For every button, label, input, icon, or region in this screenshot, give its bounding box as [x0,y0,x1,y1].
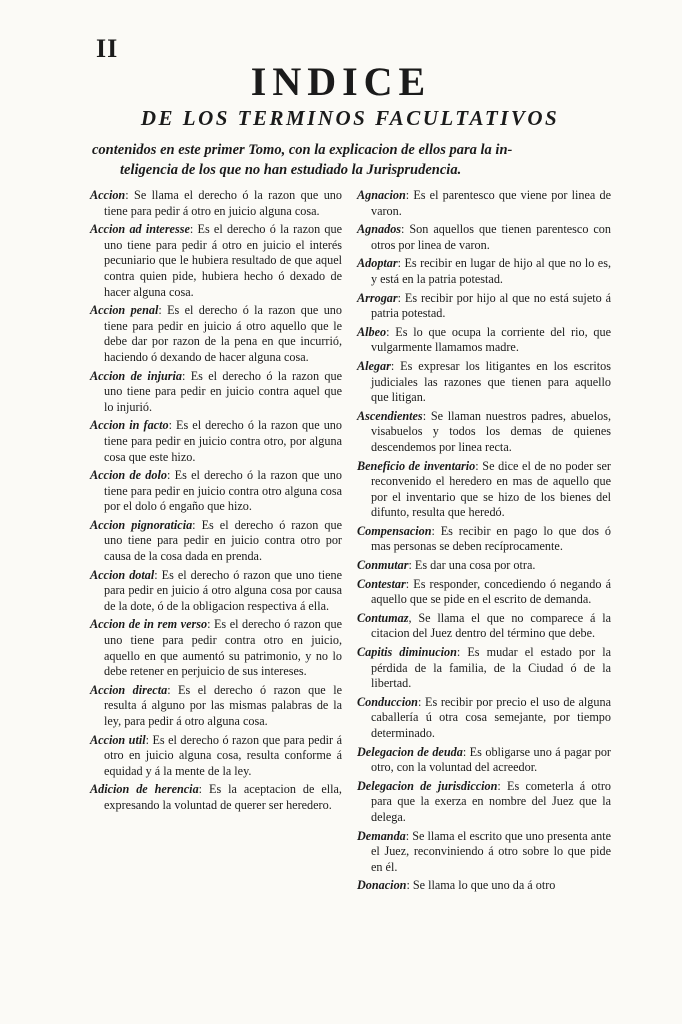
glossary-term: Donacion [357,878,407,893]
glossary-term: Accion pignoraticia [90,517,193,532]
glossary-entry [90,369,342,416]
glossary-definition: , Se llama el que no comparece á la citacion del Juez dentro del término que debe. [371,610,611,641]
glossary-entry [357,222,611,253]
index-intro [92,140,612,180]
index-title: INDICE [250,59,432,104]
glossary-term: Accion ad interesse [90,222,190,237]
glossary-definition: : Es obligarse uno á pagar por otro, con la voluntad del acreedor. [371,744,611,775]
glossary-entry [357,256,611,287]
intro-line-1: contenidos en este primer Tomo, con la explicacion de ellos para la in- [92,142,513,158]
glossary-entry [90,617,342,679]
glossary-term: Ascendientes [357,408,423,423]
glossary-definition: : Es el derecho ó razon que le resulta á alguno por las mismas palabras de la ley, para pedir á otro alguna cosa. [104,682,342,728]
glossary-entry [90,188,342,219]
glossary-definition: : Se llama lo que uno da á otro [406,878,556,893]
glossary-definition: : Es el derecho ó razon que para pedir á otro en juicio alguna cosa, resulta conforme á equidad y á la mente de la ley. [104,732,342,778]
glossary-entry [357,695,611,742]
glossary-definition: : Es recibir por precio el uso de alguna caballería ú otra cosa semejante, por tiempo determinado. [371,694,611,740]
glossary-term: Delegacion de deuda [357,744,463,759]
glossary-term: Beneficio de inventario [357,458,476,473]
glossary-term: Demanda [357,828,406,843]
glossary-definition: : Es el derecho ó la razon que uno tiene para pedir en juicio contra otro alguna cosa por el dolo ó engaño que hizo. [104,468,342,514]
glossary-entry [357,829,611,876]
glossary-entry [90,468,342,515]
glossary-definition: : Se llaman nuestros padres, abuelos, visabuelos y todos los demas de quienes descendemos por linea recta. [371,408,611,454]
glossary-term: Accion in facto [90,418,169,433]
glossary-term: Accion de injuria [90,368,182,383]
glossary-term: Capitis diminucion [357,645,457,660]
glossary-term: Albeo [357,324,387,339]
glossary-definition: : Se llama el escrito que uno presenta ante el Juez, reconviniendo á otro sobre lo que pide en él. [371,828,611,874]
glossary-definition: : Es el derecho ó razon que uno tiene para pedir en juicio á otro alguna cosa por causa de la dote, ó de la obligacion respectiva á ella. [104,567,342,613]
glossary-definition: : Se dice el de no poder ser reconvenido el heredero en mas de aquello que por el inventario que se hizo de los bienes del difunto, resulta que heredó. [371,458,611,520]
glossary-term: Accion [90,188,126,202]
glossary-entry [357,359,611,406]
glossary-term: Agnacion [357,188,406,202]
glossary-term: Accion de dolo [90,468,167,483]
glossary-definition: : Es mudar el estado por la pérdida de la familia, de la Ciudad ó de la libertad. [371,645,611,691]
glossary-definition: : Son aquellos que tienen parentesco con otros por linea de varon. [371,222,611,252]
glossary-definition: : Es el derecho ó la razon que uno tiene para pedir en juicio contra aquel que lo injurió. [104,368,342,414]
glossary-term: Contestar [357,576,406,591]
glossary-term: Accion util [90,732,146,747]
left-column [90,188,342,817]
glossary-definition: : Es el derecho ó la razon que uno tiene para pedir en juicio á otro aquello que le debe dar por razon de la pena en que incurrió, haciendo ó dexando de hacer alguna cosa. [104,303,342,364]
glossary-term: Compensacion [357,523,432,538]
glossary-definition: : Es la aceptacion de ella, expresando la voluntad de querer ser heredero. [104,782,342,812]
glossary-term: Accion de in rem verso [90,617,208,632]
glossary-term: Adoptar [357,256,398,271]
glossary-definition: : Es el derecho ó la razon que uno tiene para pedir á otro en juicio el interés pecuniario que le hubiera resultado de que aquel contra quien pide, hubiera hecho ó dexado de hacer alguna cosa. [104,222,342,299]
glossary-entry [357,188,611,219]
glossary-definition: : Es recibir en pago lo que dos ó mas personas se deben recíprocamente. [371,523,611,554]
glossary-definition: : Es recibir en lugar de hijo al que no lo es, y está en la patria potestad. [371,256,611,286]
glossary-term: Conmutar [357,558,409,573]
glossary-term: Agnados [357,222,402,237]
glossary-entry [357,558,611,574]
glossary-definition: : Es lo que ocupa la corriente del rio, que vulgarmente llamamos madre. [371,324,611,355]
glossary-definition: : Es cometerla á otro para que la exerza en nombre del Juez que la delega. [371,778,611,824]
glossary-definition: : Es expresar los litigantes en los escritos judiciales las razones que tienen para aquello que litigan. [371,358,611,405]
glossary-entry [90,683,342,730]
glossary-entry [357,645,611,692]
index-subtitle: DE LOS TERMINOS FACULTATIVOS [140,106,560,130]
glossary-definition: : Es el parentesco que viene por linea de varon. [371,188,611,218]
glossary-entry [357,745,611,776]
glossary-entry [357,459,611,521]
glossary-definition: : Es el derecho ó razon que uno tiene para pedir en juicio contra otro por causa de la cosa dada en prenda. [104,517,342,564]
glossary-term: Arrogar [357,290,398,305]
glossary-term: Contumaz [357,610,409,625]
glossary-entry [90,418,342,465]
glossary-term: Adicion de herencia [90,782,199,797]
page-number: II [96,34,119,63]
glossary-entry [90,518,342,565]
glossary-term: Accion penal [90,303,159,318]
glossary-definition: : Es responder, concediendo ó negando á aquello que se pide en el escrito de demanda. [371,576,611,607]
glossary-entry [357,291,611,322]
glossary-entry [90,782,342,813]
glossary-definition: : Es el derecho ó la razon que uno tiene para pedir en juicio contra otro, por alguna cosa que este hizo. [104,418,342,464]
glossary-entry [357,878,611,894]
glossary-entry [90,222,342,300]
glossary-entry [90,568,342,615]
glossary-definition: : Es dar una cosa por otra. [408,558,536,573]
glossary-term: Delegacion de jurisdiccion [357,778,498,793]
intro-line-2: teligencia de los que no han estudiado la Jurisprudencia. [120,162,462,178]
glossary-term: Accion dotal [90,567,155,582]
glossary-entry [90,303,342,365]
glossary-definition: : Es recibir por hijo al que no está sujeto á patria potestad. [371,290,611,321]
glossary-entry [357,611,611,642]
glossary-definition: : Se llama el derecho ó la razon que uno tiene para pedir á otro en juicio alguna cosa. [104,188,342,218]
glossary-entry [357,409,611,456]
right-column [357,188,611,897]
glossary-entry [90,733,342,780]
glossary-term: Alegar [357,358,391,373]
glossary-entry [357,779,611,826]
glossary-entry [357,325,611,356]
glossary-definition: : Es el derecho ó razon que uno tiene para pedir contra otro en juicio, aquello en que aumentó su patrimonio, y no lo debe retener en perjuicio de sus intereses. [104,617,342,679]
glossary-term: Accion directa [90,682,168,697]
glossary-term: Conduccion [357,694,418,709]
glossary-entry [357,577,611,608]
glossary-entry [357,524,611,555]
